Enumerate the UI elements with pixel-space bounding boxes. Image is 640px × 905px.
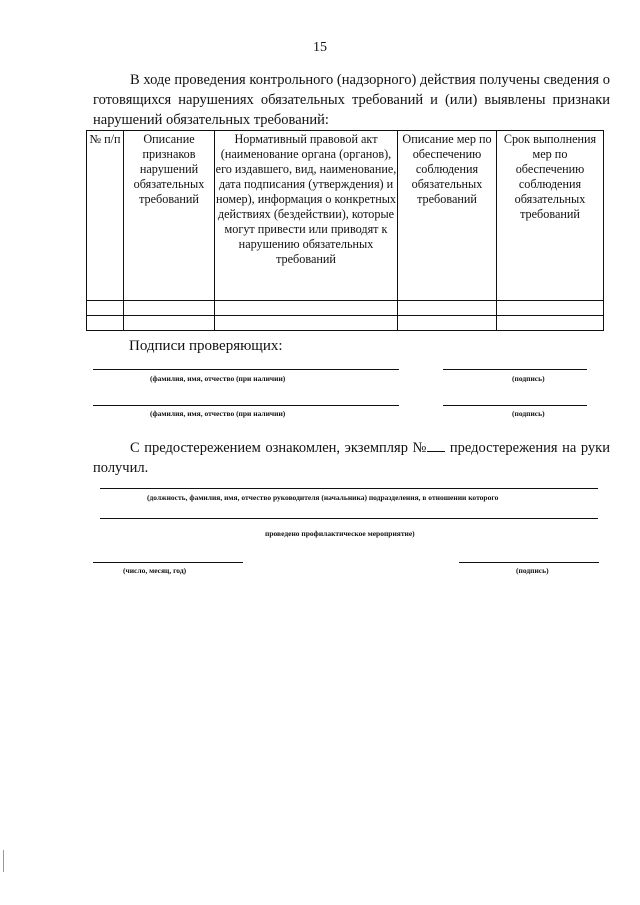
table-cell[interactable] — [124, 301, 215, 316]
inspector-2-name-caption: (фамилия, имя, отчество (при наличии) — [150, 409, 286, 418]
inspector-2-name-line[interactable] — [93, 405, 399, 406]
copy-number-blank[interactable] — [427, 438, 445, 452]
col-header-measures: Описание мер по обеспечению соблюдения обязательных требований — [398, 131, 497, 301]
acknowledgement-paragraph — [93, 438, 610, 478]
acknowledgement-text-start: С предостережением ознакомлен, экземпляр № — [130, 440, 428, 456]
table-cell[interactable] — [87, 301, 124, 316]
recipient-position-line-1[interactable] — [100, 488, 598, 489]
table-row — [87, 301, 604, 316]
recipient-signature-line[interactable] — [459, 562, 599, 563]
col-header-violation-signs: Описание признаков нарушений обязательных требований — [124, 131, 215, 301]
col-header-deadline: Срок выполнения мер по обеспечению соблюдения обязательных требований — [497, 131, 604, 301]
table-cell[interactable] — [124, 316, 215, 331]
inspector-2-signature-caption: (подпись) — [512, 409, 545, 418]
recipient-position-caption-1: (должность, фамилия, имя, отчество руководителя (начальника) подразделения, в отношении которого — [147, 493, 499, 502]
table-cell[interactable] — [497, 301, 604, 316]
violations-table — [86, 130, 604, 331]
inspector-1-signature-line[interactable] — [443, 369, 587, 370]
inspector-1-name-caption: (фамилия, имя, отчество (при наличии) — [150, 374, 286, 383]
table-cell[interactable] — [398, 316, 497, 331]
date-caption: (число, месяц, год) — [123, 566, 187, 575]
table-cell[interactable] — [497, 316, 604, 331]
inspector-1-name-line[interactable] — [93, 369, 399, 370]
table-row — [87, 316, 604, 331]
table-cell[interactable] — [215, 301, 398, 316]
intro-text: В ходе проведения контрольного (надзорного) действия получены сведения о готовящихся нарушениях обязательных требований и (или) выявлены признаки нарушений обязательных требований: — [93, 72, 610, 128]
intro-paragraph — [93, 70, 610, 130]
recipient-position-line-2[interactable] — [100, 518, 598, 519]
acknowledgement-text-end: предостережения на руки получил. — [93, 440, 610, 476]
col-header-legal-act: Нормативный правовой акт (наименование органа (органов), его издавшего, вид, наименование, дата подписания (утверждения) и номер), информация о конкретных действиях (бездействии), которые могут привести или приводят к нарушению обязательных требований — [215, 131, 398, 301]
recipient-signature-caption: (подпись) — [516, 566, 549, 575]
table-cell[interactable] — [215, 316, 398, 331]
table-header-row — [87, 131, 604, 301]
inspector-1-signature-caption: (подпись) — [512, 374, 545, 383]
col-header-number: № п/п — [87, 131, 124, 301]
recipient-position-caption-2: проведено профилактическое мероприятие) — [265, 529, 415, 538]
page-number: 15 — [313, 40, 327, 55]
table-cell[interactable] — [398, 301, 497, 316]
signatures-title: Подписи проверяющих: — [129, 338, 283, 354]
violations-table-container — [86, 130, 604, 331]
scan-margin-mark — [3, 850, 4, 872]
date-line[interactable] — [93, 562, 243, 563]
table-cell[interactable] — [87, 316, 124, 331]
inspector-2-signature-line[interactable] — [443, 405, 587, 406]
